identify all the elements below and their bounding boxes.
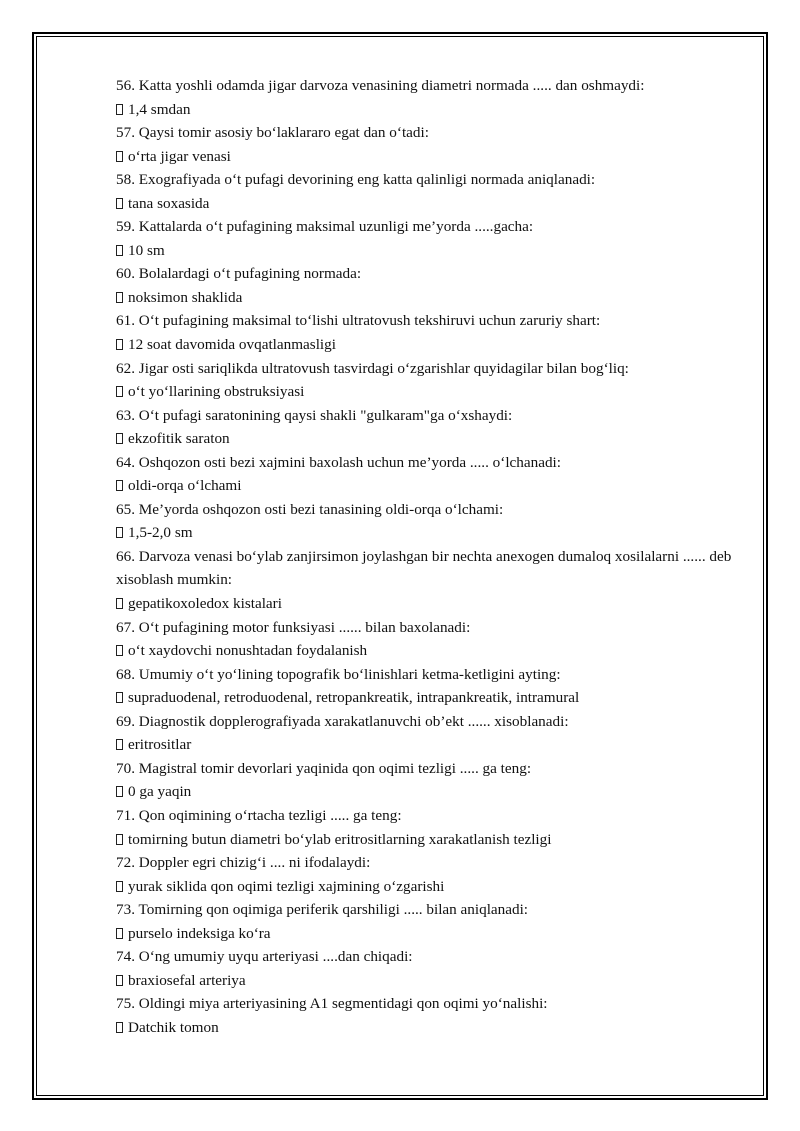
question-text: 73. Tomirning qon oqimiga periferik qarshiligi ..... bilan aniqlanadi:: [116, 901, 529, 919]
answer-line: [116, 286, 744, 310]
checkbox-icon: [116, 739, 123, 750]
answer-text: o‘rta jigar venasi: [128, 147, 231, 165]
checkbox-icon: [116, 245, 123, 256]
answer-line: [116, 780, 744, 804]
checkbox-icon: [116, 433, 123, 444]
checkbox-icon: [116, 692, 123, 703]
answer-text: ekzofitik saraton: [128, 430, 230, 448]
answer-line: [116, 828, 744, 852]
checkbox-icon: [116, 881, 123, 892]
answer-line: [116, 521, 744, 545]
answer-text: 1,5-2,0 sm: [128, 524, 193, 542]
answer-line: [116, 474, 744, 498]
question-item: [116, 121, 744, 168]
question-item: [116, 945, 744, 992]
answer-line: [116, 239, 744, 263]
question-text: 67. O‘t pufagining motor funksiyasi ...... bilan baxolanadi:: [116, 618, 471, 636]
checkbox-icon: [116, 527, 123, 538]
answer-line: [116, 145, 744, 169]
question-item: [116, 309, 744, 356]
question-item: [116, 451, 744, 498]
checkbox-icon: [116, 339, 123, 350]
answer-line: [116, 875, 744, 899]
answer-line: [116, 639, 744, 663]
question-text: 56. Katta yoshli odamda jigar darvoza venasining diametri normada ..... dan oshmaydi:: [116, 77, 645, 94]
question-text: 58. Exografiyada o‘t pufagi devorining eng katta qalinligi normada aniqlanadi:: [116, 171, 596, 189]
question-text: 71. Qon oqimining o‘rtacha tezligi ..... ga teng:: [116, 806, 402, 824]
answer-text: Datchik tomon: [128, 1018, 219, 1036]
answer-line: [116, 98, 744, 122]
question-text: 66. Darvoza venasi bo‘ylab zanjirsimon joylashgan bir nechta anexogen dumaloq xosilalarni ...... deb xisoblash mumkin:: [116, 547, 732, 589]
answer-text: purselo indeksiga ko‘ra: [128, 924, 271, 942]
question-item: [116, 215, 744, 262]
checkbox-icon: [116, 975, 123, 986]
question-item: [116, 616, 744, 663]
checkbox-icon: [116, 928, 123, 939]
question-item: [116, 404, 744, 451]
question-text: 72. Doppler egri chizig‘i .... ni ifodalaydi:: [116, 854, 371, 872]
answer-line: [116, 192, 744, 216]
answer-text: 10 sm: [128, 241, 165, 259]
answer-text: tomirning butun diametri bo‘ylab eritrositlarning xarakatlanish tezligi: [128, 830, 552, 848]
question-item: [116, 262, 744, 309]
question-text: 60. Bolalardagi o‘t pufagining normada:: [116, 265, 362, 283]
question-text: 61. O‘t pufagining maksimal to‘lishi ultratovush tekshiruvi uchun zaruriy shart:: [116, 312, 601, 330]
answer-line: [116, 733, 744, 757]
checkbox-icon: [116, 104, 123, 115]
answer-line: [116, 686, 744, 710]
answer-line: [116, 380, 744, 404]
question-item: [116, 663, 744, 710]
question-item: [116, 357, 744, 404]
answer-text: yurak siklida qon oqimi tezligi xajmining o‘zgarishi: [128, 877, 445, 895]
question-item: [116, 992, 744, 1039]
question-item: [116, 710, 744, 757]
answer-line: [116, 1016, 744, 1040]
answer-text: braxiosefal arteriya: [128, 971, 246, 989]
checkbox-icon: [116, 834, 123, 845]
answer-text: 12 soat davomida ovqatlanmasligi: [128, 336, 336, 354]
checkbox-icon: [116, 598, 123, 609]
answer-text: eritrositlar: [128, 736, 192, 754]
answer-text: oldi-orqa o‘lchami: [128, 477, 242, 495]
answer-text: o‘t yo‘llarining obstruksiyasi: [128, 383, 305, 401]
checkbox-icon: [116, 198, 123, 209]
answer-line: [116, 592, 744, 616]
answer-text: tana soxasida: [128, 194, 210, 212]
answer-text: gepatikoxoledox kistalari: [128, 595, 282, 613]
question-item: [116, 851, 744, 898]
answer-line: [116, 969, 744, 993]
question-item: [116, 804, 744, 851]
question-item: [116, 168, 744, 215]
question-item: [116, 545, 744, 616]
answer-text: noksimon shaklida: [128, 288, 243, 306]
question-text: 63. O‘t pufagi saratonining qaysi shakli "gulkaram"ga o‘xshaydi:: [116, 406, 513, 424]
checkbox-icon: [116, 1022, 123, 1033]
answer-line: [116, 427, 744, 451]
question-text: 64. Oshqozon osti bezi xajmini baxolash uchun me’yorda ..... o‘lchanadi:: [116, 453, 561, 471]
question-text: 57. Qaysi tomir asosiy bo‘laklararo egat dan o‘tadi:: [116, 124, 429, 142]
checkbox-icon: [116, 480, 123, 491]
checkbox-icon: [116, 292, 123, 303]
checkbox-icon: [116, 645, 123, 656]
answer-text: 0 ga yaqin: [128, 783, 192, 801]
answer-line: [116, 333, 744, 357]
question-text: 65. Me’yorda oshqozon osti bezi tanasining oldi-orqa o‘lchami:: [116, 500, 504, 518]
answer-text: 1,4 smdan: [128, 100, 191, 118]
answer-text: o‘t xaydovchi nonushtadan foydalanish: [128, 642, 368, 660]
question-text: 69. Diagnostik dopplerografiyada xarakatlanuvchi ob’ekt ...... xisoblanadi:: [116, 712, 569, 730]
question-text: 68. Umumiy o‘t yo‘lining topografik bo‘linishlari ketma-ketligini ayting:: [116, 665, 561, 683]
answer-line: [116, 922, 744, 946]
checkbox-icon: [116, 151, 123, 162]
answer-text: supraduodenal, retroduodenal, retropankreatik, intrapankreatik, intramural: [128, 689, 580, 707]
question-text: 75. Oldingi miya arteriyasining A1 segmentidagi qon oqimi yo‘nalishi:: [116, 995, 548, 1013]
question-list: [116, 74, 744, 1039]
question-item: [116, 898, 744, 945]
question-text: 59. Kattalarda o‘t pufagining maksimal uzunligi me’yorda .....gacha:: [116, 218, 534, 236]
checkbox-icon: [116, 786, 123, 797]
question-item: [116, 757, 744, 804]
question-text: 62. Jigar osti sariqlikda ultratovush tasvirdagi o‘zgarishlar quyidagilar bilan bog‘liq:: [116, 359, 629, 377]
question-item: [116, 74, 744, 121]
question-text: 74. O‘ng umumiy uyqu arteriyasi ....dan chiqadi:: [116, 948, 413, 966]
checkbox-icon: [116, 386, 123, 397]
question-item: [116, 498, 744, 545]
question-text: 70. Magistral tomir devorlari yaqinida qon oqimi tezligi ..... ga teng:: [116, 759, 532, 777]
